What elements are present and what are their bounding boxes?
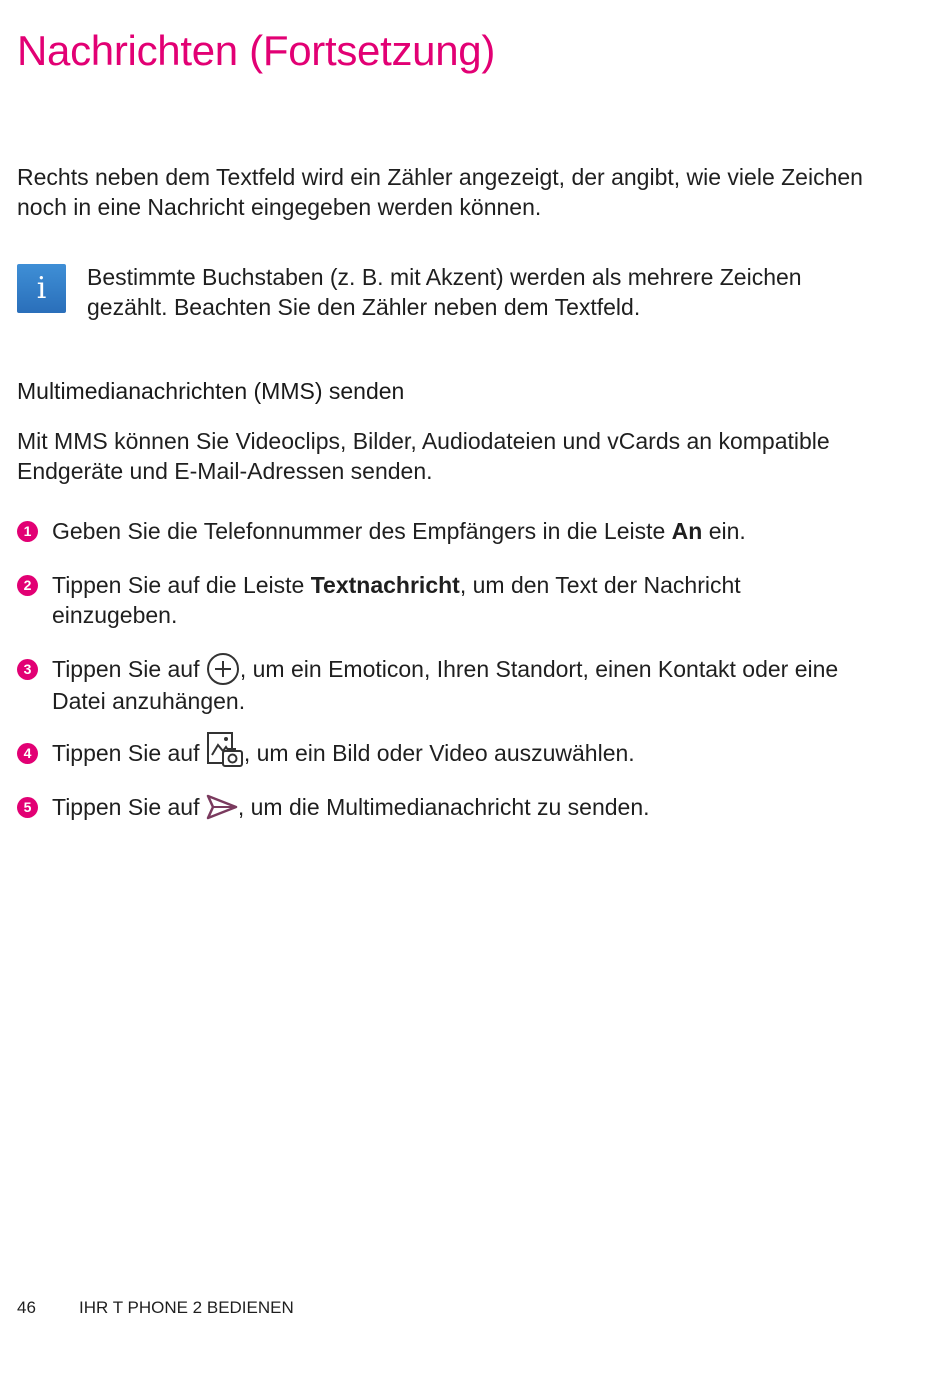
gallery-camera-icon [206,731,244,769]
page-footer [17,1297,294,1319]
send-icon [206,794,238,820]
add-circle-icon [206,652,240,686]
step-number: 2 [17,575,38,596]
step-text: Tippen Sie auf , um ein Bild oder Video auszuwählen. [52,738,852,769]
intro-paragraph: Rechts neben dem Textfeld wird ein Zähler angezeigt, der angibt, wie viele Zeichen noch in eine Nachricht eingegeben werden können. [17,164,863,220]
page-number: 46 [17,1298,36,1317]
mms-intro-paragraph: Mit MMS können Sie Videoclips, Bilder, Audiodateien und vCards an kompatible Endgeräte und E-Mail-Adressen senden. [17,428,830,484]
info-icon: i [17,264,66,313]
info-note-text: Bestimmte Buchstaben (z. B. mit Akzent) werden als mehrere Zeichen gezählt. Beachten Sie den Zähler neben dem Textfeld. [87,264,802,320]
step-text: Geben Sie die Telefonnummer des Empfängers in die Leiste An ein. [52,518,746,544]
field-label-textnachricht: Textnachricht [310,572,460,598]
step-number: 1 [17,521,38,542]
mms-heading: Multimedianachrichten (MMS) senden [17,378,405,404]
step-text: Tippen Sie auf , um die Multimedianachricht zu senden. [52,794,650,820]
page-title: Nachrichten (Fortsetzung) [17,27,496,74]
step-number: 5 [17,797,38,818]
step-text: Tippen Sie auf die Leiste Textnachricht, um den Text der Nachricht einzugeben. [52,572,741,628]
section-title: IHR T PHONE 2 BEDIENEN [79,1298,294,1317]
field-label-an: An [671,518,703,544]
step-number: 3 [17,659,38,680]
step-text: Tippen Sie auf , um ein Emoticon, Ihren Standort, einen Kontakt oder eine Datei anzuhängen. [52,654,852,716]
step-number: 4 [17,743,38,764]
